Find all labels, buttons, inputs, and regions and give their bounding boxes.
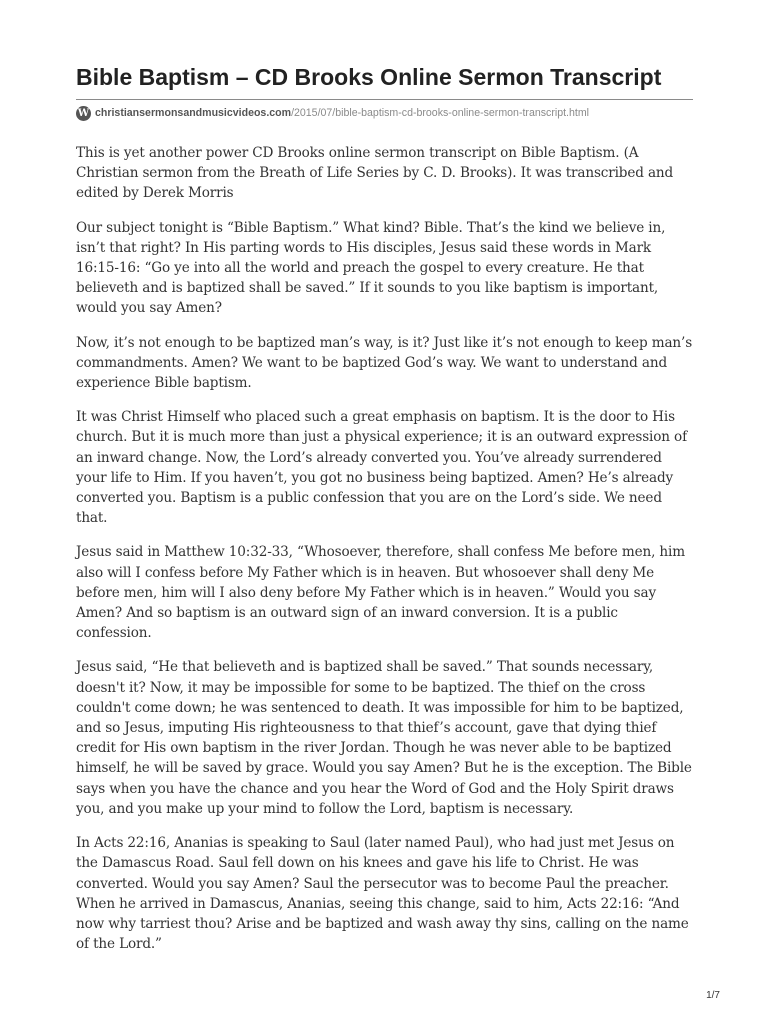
paragraph: Jesus said in Matthew 10:32-33, “Whosoever, therefore, shall confess Me before men, him also will I confess before My Father which is in heaven. But whosoever shall deny Me before men, him will I also deny before My Father which is in heaven.” Would you say Amen? And so baptism is an outward sign of an inward conversion. It is a public confession.	[76, 544, 685, 642]
paragraph: Now, it’s not enough to be baptized man’s way, is it? Just like it’s not enough to keep man’s commandments. Amen? We want to be baptized God’s way. We want to understand and experience Bible baptism.	[76, 334, 693, 392]
paragraph: Jesus said, “He that believeth and is baptized shall be saved.” That sounds necessary, doesn't it? Now, it may be impossible for some to be baptized. The thief on the cross couldn't come down; he was sentenced to death. It was impossible for him to be baptized, and so Jesus, imputing His righteousness to that thief’s account, gave that dying thief credit for His own baptism in the river Jordan. Though he was never able to be baptized himself, he will be saved by grace. Would you say Amen? But he is the exception. The Bible says when you have the chance and you hear the Word of God and the Holy Spirit draws you, and you make up your mind to follow the Lord, baptism is necessary.	[76, 659, 692, 817]
wordpress-icon: W	[77, 107, 90, 119]
title-divider	[76, 99, 693, 100]
paragraph-intro: This is yet another power CD Brooks online sermon transcript on Bible Baptism. (A Christian sermon from the Breath of Life Series by C. D. Brooks). It was transcribed and edited by Derek Morris	[76, 145, 674, 202]
source-path[interactable]: /2015/07/bible-baptism-cd-brooks-online-sermon-transcript.html	[291, 107, 589, 119]
page-number: 1/7	[706, 990, 720, 1001]
source-domain[interactable]: christiansermonsandmusicvideos.com	[95, 107, 292, 119]
paragraph: Our subject tonight is “Bible Baptism.” What kind? Bible. That’s the kind we believe in, isn’t that right? In His parting words to His disciples, Jesus said these words in Mark 16:15-16: “Go ye into all the world and preach the gospel to every creature. He that believeth and is baptized shall be saved.” If it sounds to you like baptism is important, would you say Amen?	[76, 219, 666, 317]
paragraph: It was Christ Himself who placed such a great emphasis on baptism. It is the door to His church. But it is much more than just a physical experience; it is an outward expression of an inward change. Now, the Lord’s already converted you. You’ve already surrendered your life to Him. If you haven’t, you got no business being baptized. Amen? He’s already converted you. Baptism is a public confession that you are on the Lord’s side. We need that.	[76, 409, 687, 527]
page-title: Bible Baptism – CD Brooks Online Sermon Transcript	[76, 64, 662, 90]
source-url[interactable]	[76, 104, 696, 122]
article-body	[76, 143, 696, 968]
paragraph: In Acts 22:16, Ananias is speaking to Saul (later named Paul), who had just met Jesus on the Damascus Road. Saul fell down on his knees and gave his life to Christ. He was converted. Would you say Amen? Saul the persecutor was to become Paul the preacher. When he arrived in Damascus, Ananias, seeing this change, said to him, Acts 22:16: “And now why tarriest thou? Arise and be baptized and wash away thy sins, calling on the name of the Lord.”	[76, 835, 689, 953]
